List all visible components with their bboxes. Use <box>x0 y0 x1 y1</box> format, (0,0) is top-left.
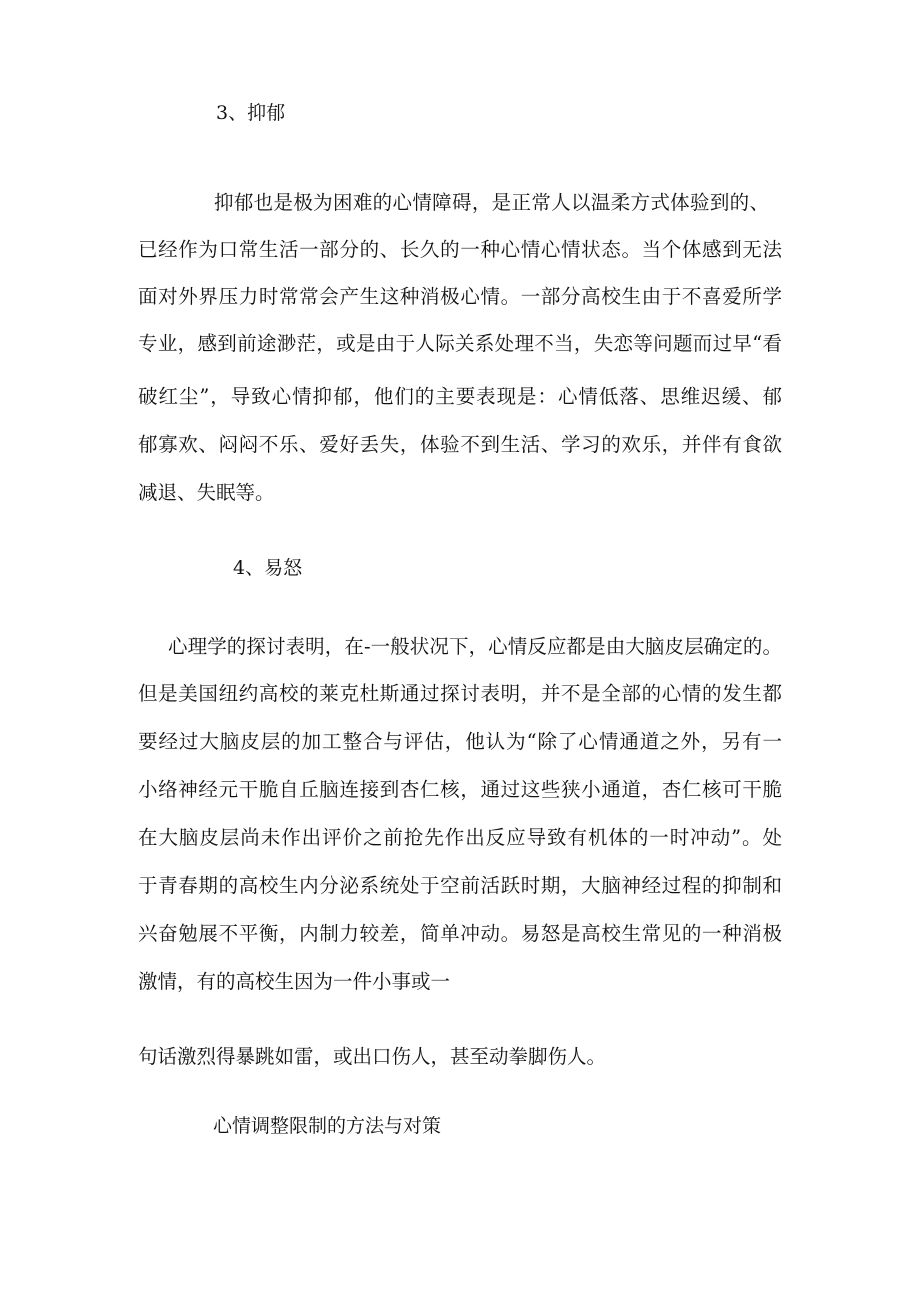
paragraph-line: 要经过大脑皮层的加工整合与评估，他认为“除了心情通道之外，另有一 <box>138 730 782 753</box>
paragraph-line: 激情，有的高校生因为一件小事或一 <box>138 970 451 993</box>
paragraph-line: 专业，感到前途渺茫，或是由于人际关系处理不当，失恋等问题而过早“看 <box>138 332 782 355</box>
paragraph-line: 句话激烈得暴跳如雷，或出口伤人，甚至动拳脚伤人。 <box>138 1045 607 1068</box>
paragraph-line: 但是美国纽约高校的莱克杜斯通过探讨表明，并不是全部的心情的发生都 <box>138 682 782 705</box>
paragraph-line: 于青春期的高校生内分泌系统处于空前活跃时期，大脑神经过程的抑制和 <box>138 874 782 897</box>
paragraph-line: 兴奋勉展不平衡，内制力较差，简单冲动。易怒是高校生常见的一种消极 <box>138 922 782 945</box>
paragraph-line: 小络神经元干脆自丘脑连接到杏仁核，通过这些狭小通道，杏仁核可干脆 <box>138 778 782 801</box>
section-heading-irritability: 4、易怒 <box>233 557 303 579</box>
paragraph-line: 已经作为口常生活一部分的、长久的一种心情心情状态。当个体感到无法 <box>138 238 782 261</box>
paragraph-line: 抑郁也是极为困难的心情障碍，是正常人以温柔方式体验到的、 <box>214 191 769 214</box>
paragraph-line: 在大脑皮层尚未作出评价之前抢先作出反应导致有机体的一时冲动”。处 <box>138 826 782 849</box>
paragraph-line: 破红尘”，导致心情抑郁，他们的主要表现是：心情低落、思维迟缓、郁 <box>138 385 782 408</box>
section-heading-methods: 心情调整限制的方法与对策 <box>213 1115 442 1137</box>
paragraph-line: 郁寡欢、闷闷不乐、爱好丢失，体验不到生活、学习的欢乐，并伴有食欲 <box>138 433 782 456</box>
paragraph-line: 减退、失眠等。 <box>138 481 275 504</box>
section-heading-depression: 3、抑郁 <box>216 102 286 124</box>
paragraph-line: 面对外界压力时常常会产生这种消极心情。一部分高校生由于不喜爱所学 <box>138 285 782 308</box>
paragraph-line: 心理学的探讨表明，在-一般状况下，心情反应都是由大脑皮层确定的。 <box>168 635 782 658</box>
